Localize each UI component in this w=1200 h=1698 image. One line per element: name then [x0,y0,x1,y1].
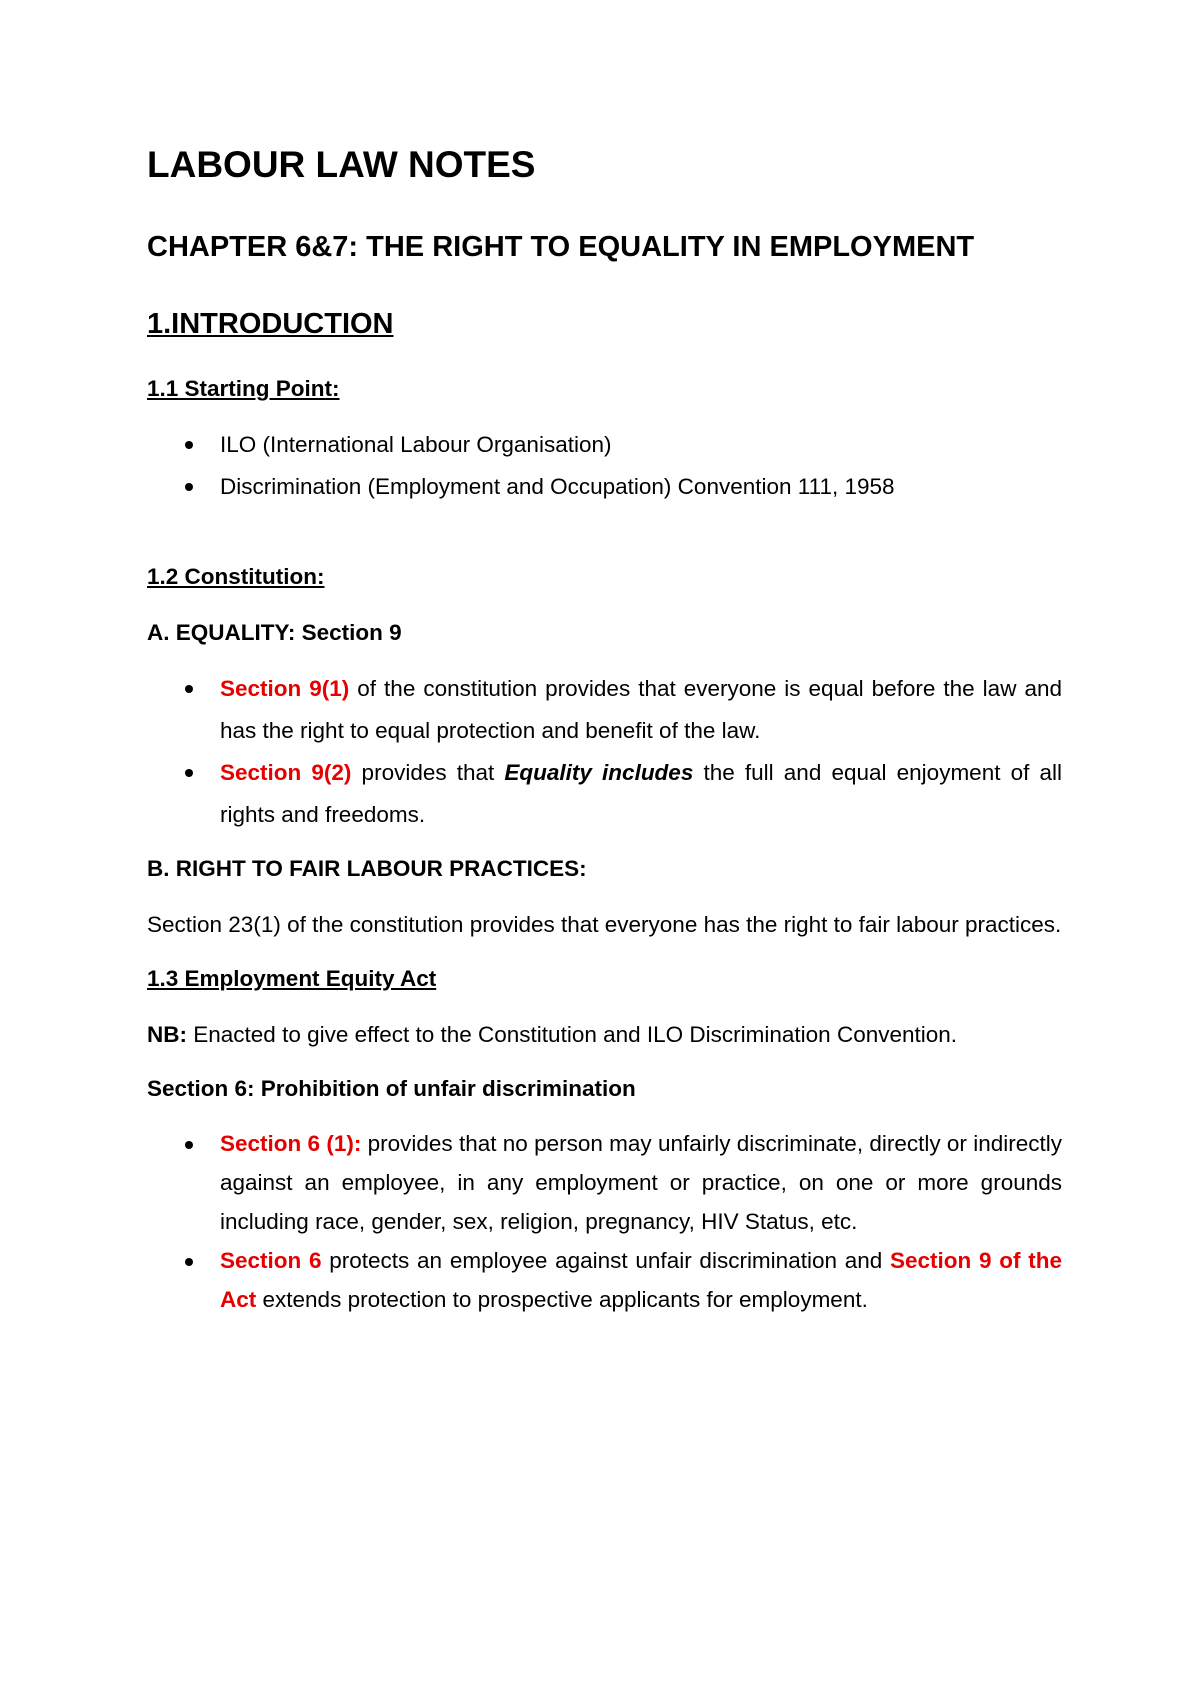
chapter-heading: CHAPTER 6&7: THE RIGHT TO EQUALITY IN EMPLOYMENT [147,231,975,263]
list-item: Discrimination (Employment and Occupation) Convention 111, 1958 [147,466,1062,508]
section-reference: Section 6 [220,1248,322,1273]
section-reference: Section 6 (1): [220,1131,362,1156]
equality-heading: A. EQUALITY: Section 9 [147,620,402,645]
bullet-icon [185,441,193,449]
section-reference: Section 9 of the Act [220,1248,1063,1312]
bullet-icon [185,1141,193,1149]
introduction-heading: 1.INTRODUCTION [147,308,394,340]
bullet-icon [185,769,193,777]
document-body [147,140,1062,1319]
section-reference: Section 9(2) [220,760,352,785]
bullet-icon [185,483,193,491]
document-title: LABOUR LAW NOTES [147,144,536,185]
fair-labour-heading: B. RIGHT TO FAIR LABOUR PRACTICES: [147,856,587,881]
list-item: ILO (International Labour Organisation) [147,424,1062,466]
list-item: Section 6 (1): provides that no person may unfairly discriminate, directly or indirectly against an employee, in any employment or practice, on one or more grounds including race, gender, sex, religion, pregnancy, HIV Status, etc. [147,1124,1062,1241]
nb-paragraph: NB: Enacted to give effect to the Constitution and ILO Discrimination Convention. [147,1022,958,1047]
bullet-icon [185,685,193,693]
bullet-icon [185,1258,193,1266]
emphasis-text: Equality includes [504,760,694,785]
section-1-3-heading: 1.3 Employment Equity Act [147,966,437,991]
list-item: Section 9(1) of the constitution provides that everyone is equal before the law and has the right to equal protection and benefit of the law. [147,668,1062,752]
starting-point-list [147,424,1062,508]
section-reference: Section 9(1) [220,676,350,701]
section-6-heading: Section 6: Prohibition of unfair discrimination [147,1076,636,1101]
section-1-1-heading: 1.1 Starting Point: [147,376,340,401]
nb-label: NB: [147,1022,187,1047]
fair-labour-text: Section 23(1) of the constitution provides that everyone has the right to fair labour practices. [147,912,1062,937]
list-item: Section 6 protects an employee against unfair discrimination and Section 9 of the Act extends protection to prospective applicants for employment. [147,1241,1062,1319]
equality-list [147,668,1062,836]
section-1-2-heading: 1.2 Constitution: [147,564,325,589]
section-6-list [147,1124,1062,1319]
list-item: Section 9(2) provides that Equality includes the full and equal enjoyment of all rights and freedoms. [147,752,1062,836]
